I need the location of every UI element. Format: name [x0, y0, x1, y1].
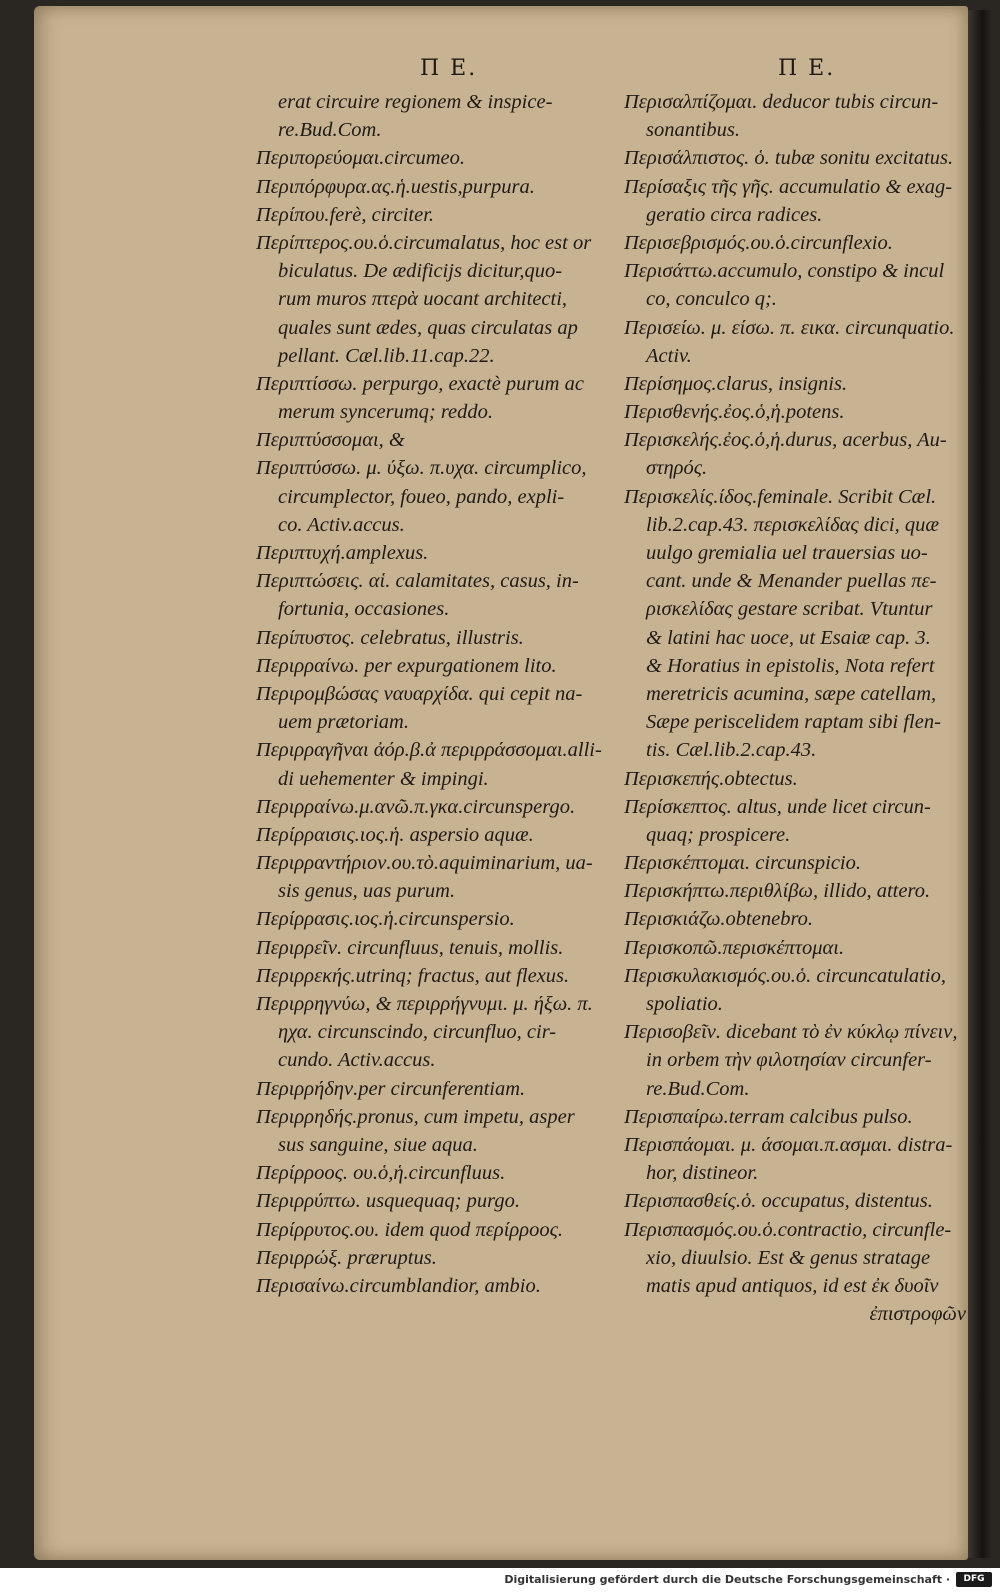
dictionary-line: meretricis acumina, sæpe catellam, — [646, 682, 937, 705]
dictionary-line: Περίσημος.clarus, insignis. — [624, 372, 848, 395]
dictionary-line: Περισκυλακισμός.ου.ὁ. circuncatulatio, — [624, 964, 946, 987]
dictionary-line: di uehementer & impingi. — [278, 767, 489, 790]
running-head-right: Π Ε. — [778, 56, 836, 81]
dictionary-line: in orbem τὴν φιλοτησίαν circunfer- — [646, 1049, 932, 1072]
dictionary-line: Περιπορεύομαι.circumeo. — [256, 147, 466, 170]
dictionary-line: re.Bud.Com. — [646, 1077, 750, 1100]
dictionary-line: Περιπτίσσω. perpurgo, exactè purum ac — [256, 372, 584, 395]
dictionary-line: Περιρραγῆναι ἀόρ.β.ἀ περιρράσσομαι.alli- — [256, 739, 602, 762]
dictionary-line: στηρός. — [646, 457, 708, 480]
dictionary-line: sus sanguine, siue aqua. — [278, 1133, 478, 1156]
dictionary-line: Περιρραντήριον.ου.τὸ.aquiminarium, ua- — [256, 852, 593, 875]
footer-credit: Digitalisierung gefördert durch die Deutsche Forschungsgemeinschaft · — [504, 1573, 950, 1586]
dictionary-line: Περισκεπής.obtectus. — [624, 767, 798, 790]
dfg-logo-icon: DFG — [956, 1572, 992, 1587]
dictionary-line: erat circuire regionem & inspice- — [278, 91, 553, 113]
dictionary-line: Περισπασμός.ου.ὁ.contractio, circunfle- — [624, 1218, 952, 1241]
dictionary-line: biculatus. De ædificijs dicitur,quo- — [278, 260, 563, 283]
dictionary-line: Περισκέπτομαι. circunspicio. — [624, 852, 862, 875]
dictionary-line: Περισκήπτω.περιθλίβω, illido, attero. — [624, 880, 931, 903]
dictionary-line: Περιπτώσεις. αἱ. calamitates, casus, in- — [256, 570, 579, 593]
dictionary-line: Περισκελής.ἐος.ὁ,ἡ.durus, acerbus, Au- — [624, 429, 947, 452]
dictionary-line: Περιρρώξ. præruptus. — [256, 1246, 437, 1269]
dictionary-line: Περιρρηδής.pronus, cum impetu, asper — [256, 1105, 575, 1128]
dictionary-line: Περισπαίρω.terram calcibus pulso. — [624, 1105, 913, 1128]
dictionary-line: Περιρρήδην.per circunferentiam. — [256, 1077, 526, 1100]
dictionary-line: rum muros πτερὰ uocant architecti, — [278, 288, 568, 311]
dictionary-line: & latini hac uoce, ut Esaiæ cap. 3. — [646, 626, 931, 649]
dictionary-line: Περιρρύπτω. usquequaq; purgo. — [256, 1190, 520, 1213]
running-head-left: Π Ε. — [420, 56, 478, 81]
dictionary-line: ἐπιστροφῶν — [869, 1303, 966, 1326]
dictionary-line: Περισκελίς.ίδος.feminale. Scribit Cæl. — [624, 485, 937, 508]
dictionary-line: Περισκιάζω.obtenebro. — [624, 908, 814, 931]
dictionary-line: Περίπυστος. celebratus, illustris. — [256, 626, 524, 649]
dictionary-line: fortunia, occasiones. — [278, 598, 450, 621]
dictionary-line: Περισαίνω.circumblandior, ambio. — [256, 1274, 541, 1297]
dictionary-line: Περισπάομαι. μ. άσομαι.π.ασμαι. distra- — [624, 1133, 953, 1156]
footer-bar — [0, 1568, 1000, 1592]
dictionary-line: hor, distineor. — [646, 1162, 759, 1185]
dictionary-line: uulgo gremialia uel trauersias uo- — [646, 542, 928, 564]
dictionary-line: & Horatius in epistolis, Nota refert — [646, 654, 935, 677]
dictionary-line: Περισείω. μ. είσω. π. εικα. circunquatio. — [624, 316, 955, 339]
dictionary-line: lib.2.cap.43. περισκελίδας dici, quæ — [646, 513, 939, 536]
dictionary-line: cant. unde & Menander puellas πε- — [646, 570, 937, 593]
dictionary-line: co, conculco q;. — [646, 288, 777, 311]
dictionary-line: tis. Cæl.lib.2.cap.43. — [646, 739, 817, 762]
dictionary-line: Περισεβρισμός.ου.ὁ.circunflexio. — [624, 231, 893, 254]
dictionary-line: quaq; prospicere. — [646, 823, 791, 846]
dictionary-line: Περιρρεκής.utrinq; fractus, aut flexus. — [256, 964, 570, 987]
dictionary-line: Περισαλπίζομαι. deducor tubis circun- — [624, 91, 939, 113]
page-edge — [968, 10, 992, 1558]
dictionary-line: Περίρροος. ου.ὁ,ἡ.circunfluus. — [256, 1162, 506, 1185]
dictionary-line: Περίσκεπτος. altus, unde licet circun- — [624, 795, 931, 818]
dictionary-line: ρισκελίδας gestare scribat. Vtuntur — [646, 598, 933, 621]
dictionary-line: Περισκοπῶ.περισκέπτομαι. — [624, 936, 845, 959]
dictionary-line: xio, diuulsio. Est & genus stratage — [646, 1246, 931, 1269]
dictionary-line: circumplector, foueo, pando, expli- — [278, 485, 565, 508]
dictionary-line: geratio circa radices. — [646, 203, 823, 226]
dictionary-line: sis genus, uas purum. — [278, 880, 456, 903]
dictionary-line: Περιρραίνω. per expurgationem lito. — [256, 654, 557, 677]
dictionary-line: spoliatio. — [646, 993, 723, 1015]
dictionary-line: Περίπτερος.ου.ὁ.circumalatus, hoc est or — [256, 231, 592, 254]
dictionary-line: Περισάλπιστος. ὁ. tubæ sonitu excitatus. — [624, 147, 954, 170]
dictionary-line: Sæpe periscelidem raptam sibi flen- — [646, 711, 941, 734]
dictionary-line: quales sunt ædes, quas circulatas ap — [278, 316, 578, 339]
dictionary-line: Περιρρεῖν. circunfluus, tenuis, mollis. — [256, 936, 564, 959]
dictionary-line: Περίρρασις.ιος.ἡ.circunspersio. — [256, 908, 515, 931]
dictionary-line: pellant. Cæl.lib.11.cap.22. — [278, 344, 495, 367]
dictionary-line: Περιρομβώσας ναυαρχίδα. qui cepit na- — [256, 682, 583, 705]
dictionary-line: Περιπόρφυρα.ας.ἡ.uestis,purpura. — [256, 175, 535, 198]
dictionary-line: Περισπασθείς.ὁ. occupatus, distentus. — [624, 1190, 933, 1213]
dictionary-line: Περιρραίνω.μ.ανῶ.π.γκα.circunspergo. — [256, 795, 576, 818]
dictionary-line: re.Bud.Com. — [278, 119, 382, 142]
dictionary-line: Περίρραισις.ιος.ἡ. aspersio aquæ. — [256, 823, 534, 846]
dictionary-line: Περισοβεῖν. dicebant τὸ ἐν κύκλῳ πίνειν, — [624, 1021, 958, 1044]
dictionary-line: cundo. Activ.accus. — [278, 1049, 436, 1072]
dictionary-line: Περίσαξις τῆς γῆς. accumulatio & exag- — [624, 175, 953, 198]
left-column — [256, 88, 602, 1300]
dictionary-line: uem prætoriam. — [278, 711, 409, 734]
dictionary-line: Περιρρηγνύω, & περιρρήγνυμι. μ. ήξω. π. — [256, 993, 593, 1015]
dictionary-line: Περισθενής.ἐος.ὁ,ἡ.potens. — [624, 401, 845, 424]
dictionary-line: sonantibus. — [646, 119, 740, 142]
dictionary-line: Περιπτύσσομαι, & — [256, 429, 405, 452]
dictionary-line: matis apud antiquos, id est ἐκ δυοῖν — [646, 1274, 939, 1297]
dictionary-line: Περιπτυχή.amplexus. — [256, 542, 429, 564]
dictionary-line: Περίρρυτος.ου. idem quod περίρροος. — [256, 1218, 564, 1241]
dictionary-line: Περισάττω.accumulo, constipo & incul — [624, 260, 945, 283]
dictionary-line: ηχα. circunscindo, circunfluo, cir- — [278, 1021, 557, 1044]
dictionary-line: Περίπου.ferè, circiter. — [256, 203, 435, 226]
dictionary-line: Activ. — [646, 344, 692, 367]
right-column — [624, 88, 966, 1328]
dictionary-line: co. Activ.accus. — [278, 513, 405, 536]
dictionary-line: merum syncerumq; reddo. — [278, 401, 494, 424]
dictionary-line: Περιπτύσσω. μ. ύξω. π.υχα. circumplico, — [256, 457, 587, 480]
